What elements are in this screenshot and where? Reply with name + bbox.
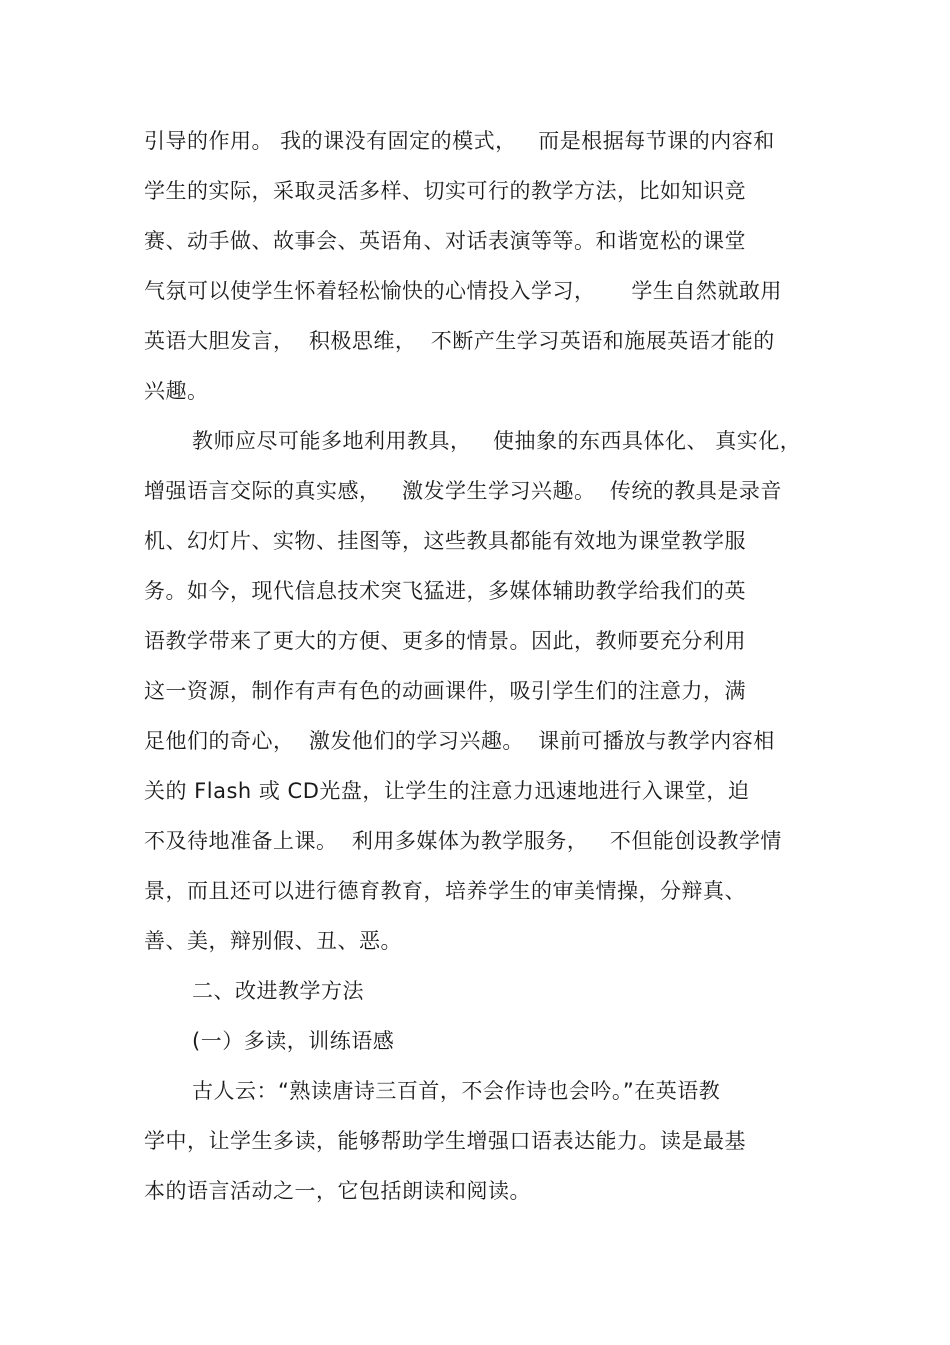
text-line: 景，而且还可以进行德育教育，培养学生的审美情操，分辩真、 bbox=[144, 879, 746, 903]
text-line: 善、美，辩别假、丑、恶。 bbox=[144, 929, 402, 953]
section-heading: 二、改进教学方法 bbox=[192, 979, 364, 1003]
text-line: 足他们的奇心， 激发他们的学习兴趣。 课前可播放与教学内容相 bbox=[144, 729, 775, 753]
text-line: 语教学带来了更大的方便、更多的情景。因此，教师要充分利用 bbox=[144, 629, 746, 653]
text-line: 关的 Flash 或 CD光盘，让学生的注意力迅速地进行入课堂，迫 bbox=[144, 779, 750, 803]
text-line: 兴趣。 bbox=[144, 379, 209, 403]
paragraph-first-line: 教师应尽可能多地利用教具， 使抽象的东西具体化、 真实化， bbox=[192, 429, 802, 453]
text-line: 引导的作用。 我的课没有固定的模式， 而是根据每节课的内容和 bbox=[144, 129, 775, 153]
text-line: 务。如今，现代信息技术突飞猛进，多媒体辅助教学给我们的英 bbox=[144, 579, 746, 603]
text-line: 不及待地准备上课。 利用多媒体为教学服务， 不但能创设教学情 bbox=[144, 829, 782, 853]
text-line: 这一资源，制作有声有色的动画课件，吸引学生们的注意力，满 bbox=[144, 679, 746, 703]
text-line: 机、幻灯片、实物、挂图等，这些教具都能有效地为课堂教学服 bbox=[144, 529, 746, 553]
text-line: 学中，让学生多读，能够帮助学生增强口语表达能力。读是最基 bbox=[144, 1129, 746, 1153]
text-line: 学生的实际，采取灵活多样、切实可行的教学方法，比如知识竞 bbox=[144, 179, 746, 203]
text-line: 赛、动手做、故事会、英语角、对话表演等等。和谐宽松的课堂 bbox=[144, 229, 746, 253]
text-line: 英语大胆发言， 积极思维， 不断产生学习英语和施展英语才能的 bbox=[144, 329, 775, 353]
paragraph-first-line: 古人云：“熟读唐诗三百首，不会作诗也会吟。”在英语教 bbox=[192, 1079, 721, 1103]
subsection-heading: (一）多读，训练语感 bbox=[192, 1029, 395, 1053]
text-line: 本的语言活动之一，它包括朗读和阅读。 bbox=[144, 1179, 531, 1203]
text-line: 气氛可以使学生怀着轻松愉快的心情投入学习， 学生自然就敢用 bbox=[144, 279, 782, 303]
text-line: 增强语言交际的真实感， 激发学生学习兴趣。 传统的教具是录音 bbox=[144, 479, 782, 503]
